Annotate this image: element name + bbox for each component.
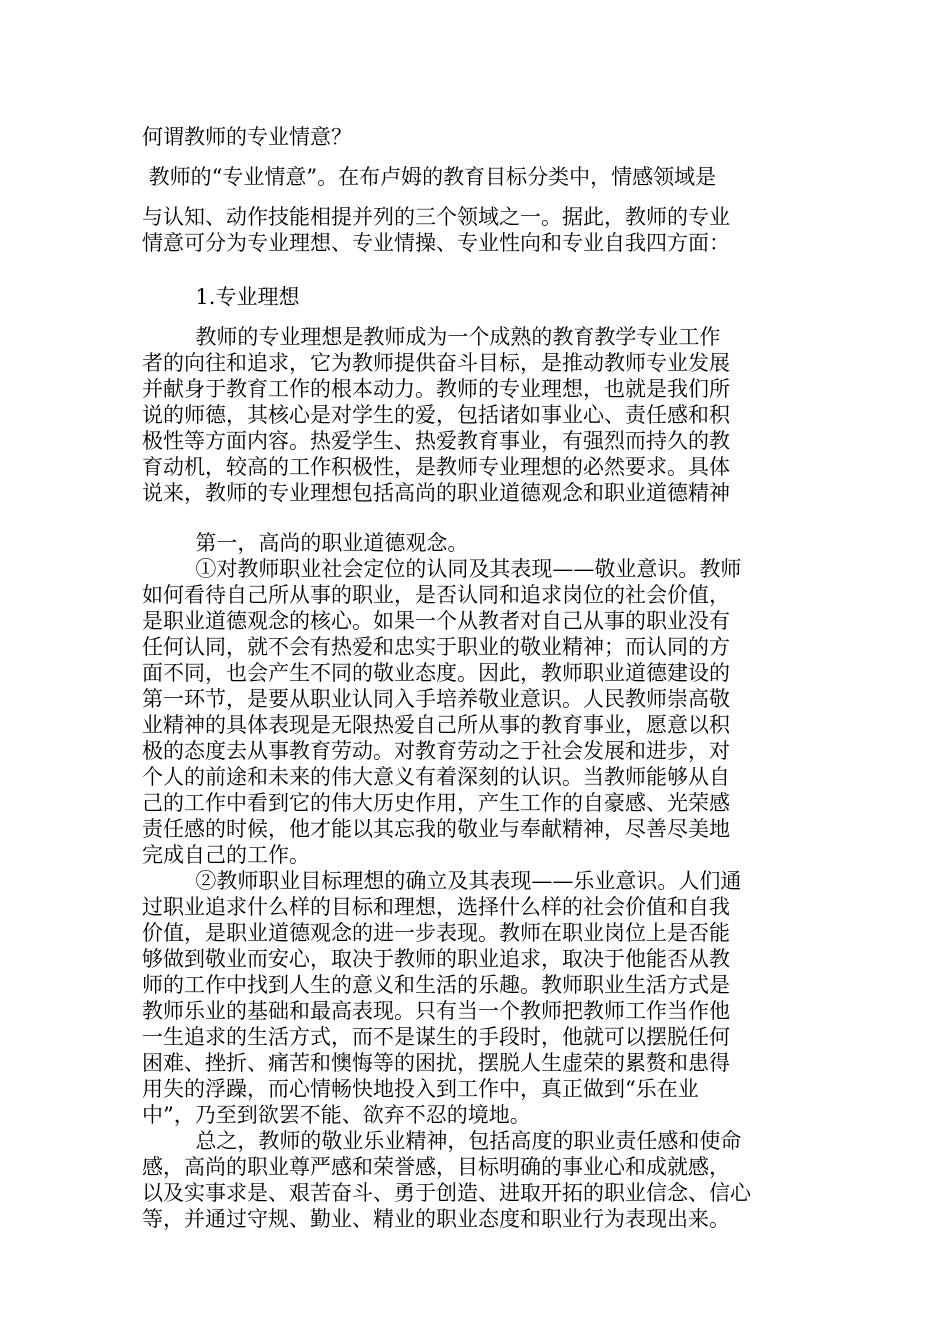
spacer [142, 310, 808, 324]
point-one-paragraph [142, 556, 808, 868]
paragraph-line: 育动机，较高的工作积极性，是教师专业理想的必然要求。具体 [142, 455, 730, 479]
paragraph-line: 己的工作中看到它的伟大历史作用，产生工作的自豪感、光荣感 [142, 791, 730, 815]
section-heading: 1.专业理想 [142, 285, 300, 309]
paragraph-line: 感，高尚的职业尊严感和荣誉感，目标明确的事业心和成就感， [142, 1155, 730, 1179]
paragraph-line: 够做到敬业而安心，取决于教师的职业追求，取决于他能否从教 [142, 947, 730, 971]
paragraph-line: 与认知、动作技能相提并列的三个领域之一。据此，教师的专业 [142, 205, 730, 229]
paragraph-line: 极的态度去从事教育劳动。对教育劳动之于社会发展和进步，对 [142, 739, 730, 763]
paragraph-line: 一生追求的生活方式，而不是谋生的手段时，他就可以摆脱任何 [142, 1025, 730, 1049]
paragraph-line: 者的向往和追求，它为教师提供奋斗目标，是推动教师专业发展 [142, 351, 730, 375]
summary-paragraph [142, 1128, 808, 1232]
paragraph-line: 完成自己的工作。 [142, 843, 310, 867]
paragraph-line: 情意可分为专业理想、专业情操、专业性向和专业自我四方面： [142, 231, 730, 255]
paragraph-line: ①对教师职业社会定位的认同及其表现——敬业意识。教师 [142, 557, 742, 581]
paragraph-line: 面不同，也会产生不同的敬业态度。因此，教师职业道德建设的 [142, 661, 730, 685]
spacer [142, 256, 808, 284]
paragraph-line: 个人的前途和未来的伟大意义有着深刻的认识。当教师能够从自 [142, 765, 730, 789]
paragraph-line: 责任感的时候，他才能以其忘我的敬业与奉献精神，尽善尽美地 [142, 817, 730, 841]
paragraph-line: ②教师职业目标理想的确立及其表现——乐业意识。人们通 [142, 869, 742, 893]
paragraph-line: 任何认同，就不会有热爱和忠实于职业的敬业精神；而认同的方 [142, 635, 730, 659]
section-paragraph [142, 324, 808, 506]
paragraph-line: 用失的浮躁，而心情畅快地投入到工作中，真正做到“乐在业 [142, 1077, 699, 1101]
document-title: 何谓教师的专业情意？ [142, 125, 352, 149]
paragraph-line: 如何看待自己所从事的职业，是否认同和追求岗位的社会价值， [142, 583, 730, 607]
spacer [142, 506, 808, 530]
spacer [142, 190, 808, 204]
paragraph-line: 中”，乃至到欲罢不能、欲弃不忍的境地。 [142, 1103, 531, 1127]
sub-heading: 第一，高尚的职业道德观念。 [142, 531, 469, 555]
paragraph-line: 以及实事求是、艰苦奋斗、勇于创造、进取开拓的职业信念、信心 [142, 1181, 751, 1205]
paragraph-line: 教师的专业理想是教师成为一个成熟的教育教学专业工作 [142, 325, 721, 349]
paragraph-line: 是职业道德观念的核心。如果一个从教者对自己从事的职业没有 [142, 609, 730, 633]
paragraph-line: 说来，教师的专业理想包括高尚的职业道德观念和职业道德精神 [142, 481, 730, 505]
paragraph-line: 极性等方面内容。热爱学生、热爱教育事业，有强烈而持久的教 [142, 429, 730, 453]
paragraph-line: 教师的“专业情意”。在布卢姆的教育目标分类中，情感领域是 [142, 165, 717, 189]
paragraph-line: 业精神的具体表现是无限热爱自己所从事的教育事业，愿意以积 [142, 713, 730, 737]
spacer [142, 150, 808, 164]
paragraph-line: 教师乐业的基础和最高表现。只有当一个教师把教师工作当作他 [142, 999, 730, 1023]
document-page [142, 124, 808, 1232]
paragraph-line: 说的师德，其核心是对学生的爱，包括诸如事业心、责任感和积 [142, 403, 730, 427]
paragraph-line: 过职业追求什么样的目标和理想，选择什么样的社会价值和自我 [142, 895, 730, 919]
paragraph-line: 第一环节，是要从职业认同入手培养敬业意识。人民教师崇高敬 [142, 687, 730, 711]
paragraph-line: 困难、挫折、痛苦和懊悔等的困扰，摆脱人生虚荣的累赘和患得 [142, 1051, 730, 1075]
paragraph-line: 等，并通过守规、勤业、精业的职业态度和职业行为表现出来。 [142, 1207, 730, 1231]
paragraph-line: 价值，是职业道德观念的进一步表现。教师在职业岗位上是否能 [142, 921, 730, 945]
intro-paragraph [142, 164, 808, 256]
paragraph-line: 并献身于教育工作的根本动力。教师的专业理想，也就是我们所 [142, 377, 730, 401]
paragraph-line: 总之，教师的敬业乐业精神，包括高度的职业责任感和使命 [142, 1129, 742, 1153]
point-two-paragraph [142, 868, 808, 1128]
paragraph-line: 师的工作中找到人生的意义和生活的乐趣。教师职业生活方式是 [142, 973, 730, 997]
